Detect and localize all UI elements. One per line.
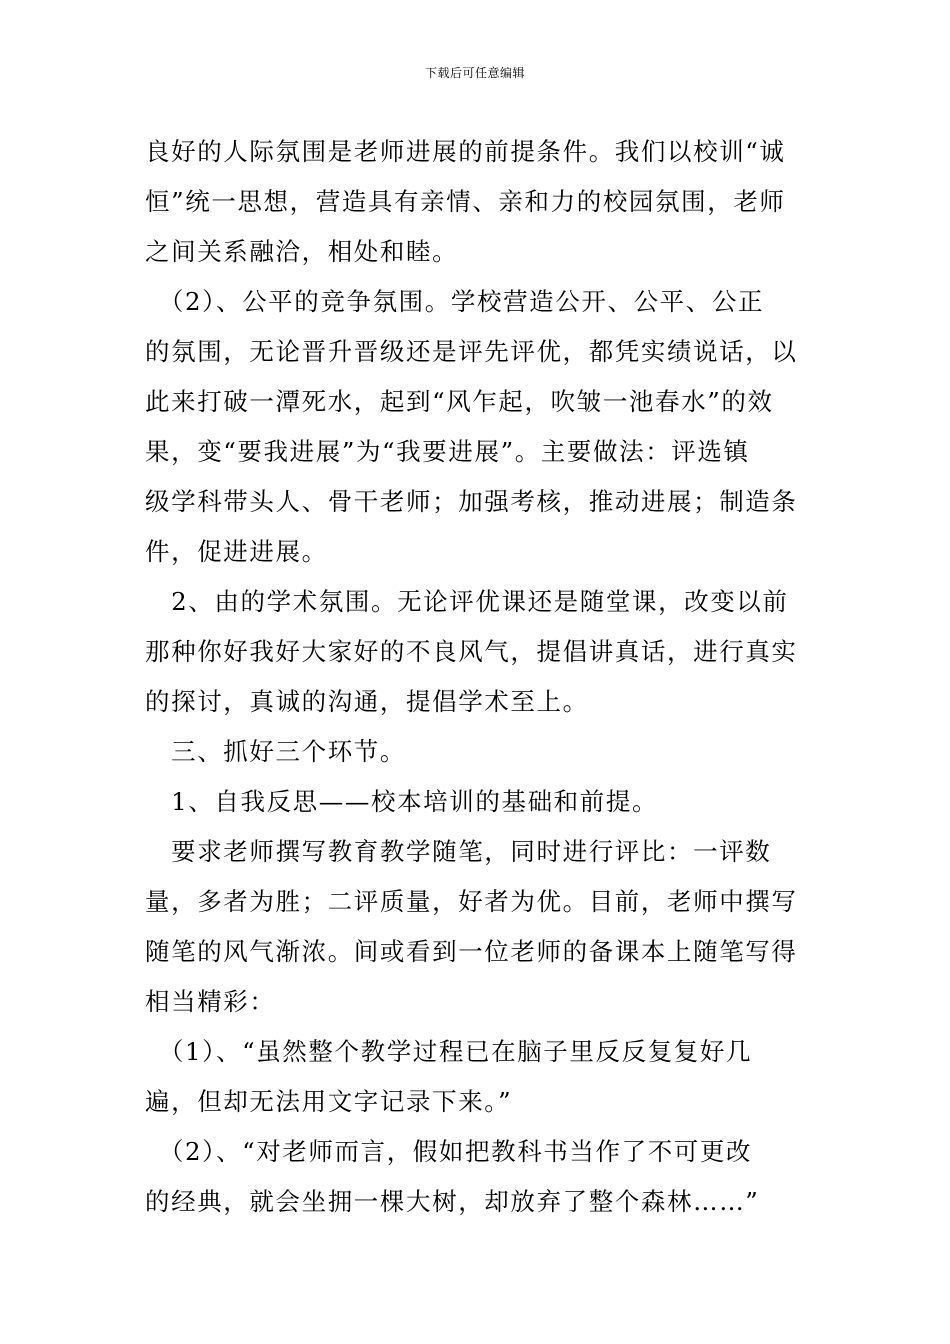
quote-2 [145, 1127, 810, 1227]
section-heading [145, 727, 810, 777]
text-line: 遍，但却无法用文字记录下来。” [145, 1087, 513, 1116]
text-line: 要求老师撰写教育教学随笔，同时进行评比：一评数 [145, 837, 772, 866]
quote-1 [145, 1027, 810, 1127]
text-line: 随笔的风气渐浓。间或看到一位老师的备课本上随笔写得 [145, 937, 798, 966]
paragraph-1 [145, 127, 810, 277]
text-line: 级学科带头人、骨干老师；加强考核，推动进展；制造条 [145, 487, 798, 516]
text-line: 1、自我反思——校本培训的基础和前提。 [145, 787, 659, 816]
text-line: 的经典，就会坐拥一棵大树，却放弃了整个森林……” [145, 1187, 760, 1216]
text-line: 果，变“要我进展”为“我要进展”。主要做法：评选镇 [145, 437, 750, 466]
text-line: 件，促进进展。 [145, 537, 328, 566]
text-line: 的氛围，无论晋升晋级还是评先评优，都凭实绩说话，以 [145, 337, 798, 366]
text-line: 量，多者为胜；二评质量，好者为优。目前，老师中撰写 [145, 887, 798, 916]
text-line: （1）、“虽然整个教学过程已在脑子里反反复复好几 [145, 1037, 753, 1066]
text-line: 那种你好我好大家好的不良风气，提倡讲真话，进行真实 [145, 637, 798, 666]
paragraph-2 [145, 277, 810, 577]
text-line: 相当精彩： [145, 987, 276, 1016]
paragraph-4 [145, 827, 810, 1027]
text-line: 恒”统一思想，营造具有亲情、亲和力的校园氛围，老师 [145, 187, 786, 216]
text-line: 的探讨，真诚的沟通，提倡学术至上。 [145, 687, 589, 716]
text-line: 良好的人际氛围是老师进展的前提条件。我们以校训“诚 [145, 137, 786, 166]
paragraph-3 [145, 577, 810, 727]
document-body [145, 127, 810, 1227]
subsection-heading [145, 777, 810, 827]
text-line: （2）、“对老师而言，假如把教科书当作了不可更改 [145, 1137, 753, 1166]
text-line: （2）、公平的竞争氛围。学校营造公开、公平、公正 [145, 287, 765, 316]
text-line: 之间关系融洽，相处和睦。 [145, 237, 459, 266]
text-line: 2、由的学术氛围。无论评优课还是随堂课，改变以前 [145, 587, 789, 616]
page-header: 下载后可任意编辑 [424, 66, 525, 80]
text-line: 此来打破一潭死水，起到“风乍起，吹皱一池春水”的效 [145, 387, 774, 416]
text-line: 三、抓好三个环节。 [145, 737, 406, 766]
